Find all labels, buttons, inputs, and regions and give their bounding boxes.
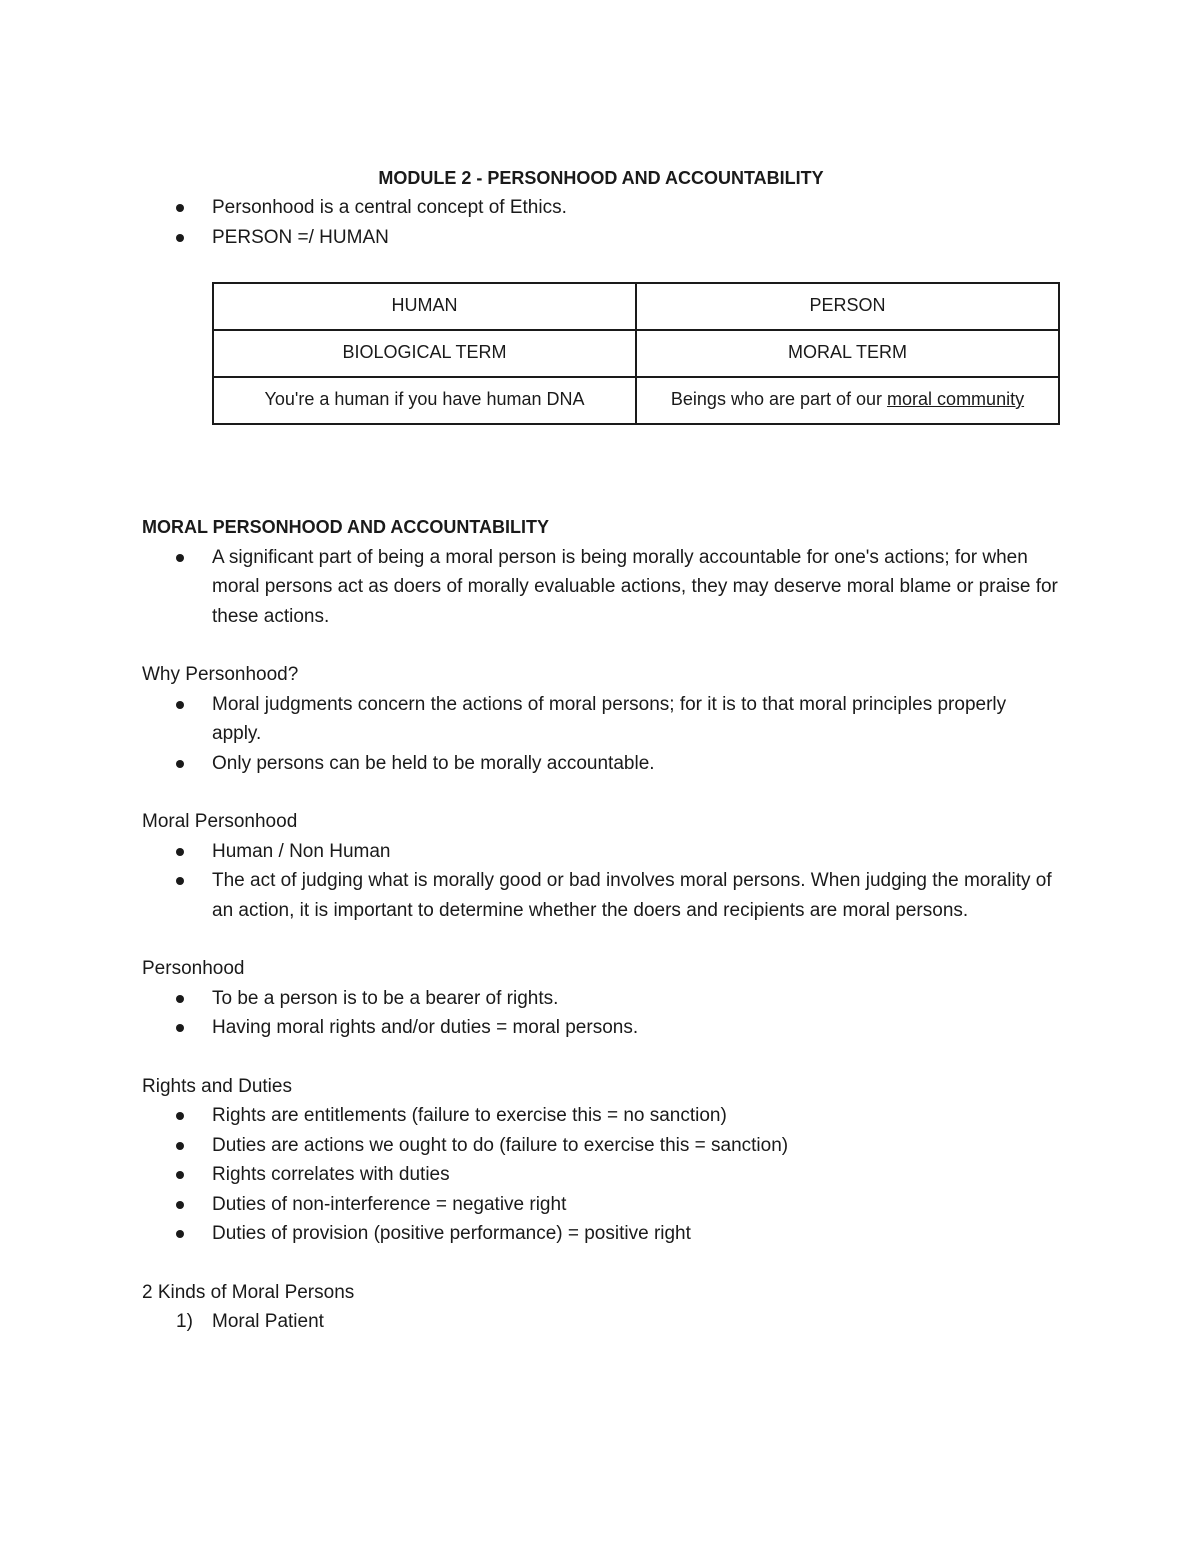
document-page [142,163,1060,1337]
table-row [213,283,1059,330]
section-list [142,543,1060,632]
list-item: Personhood is a central concept of Ethics. [212,193,1060,223]
section-heading: MORAL PERSONHOOD AND ACCOUNTABILITY [142,517,549,537]
list-item: Human / Non Human [212,837,1060,867]
list-item: Rights are entitlements (failure to exercise this = no sanction) [212,1101,1060,1131]
list-item: Duties of non-interference = negative right [212,1190,1060,1220]
list-number: 1) [176,1311,193,1332]
list-item: To be a person is to be a bearer of rights. [212,984,1060,1014]
list-item: Having moral rights and/or duties = moral persons. [212,1013,1060,1043]
list-item: Duties are actions we ought to do (failure to exercise this = sanction) [212,1131,1060,1161]
section-list [142,1101,1060,1249]
intro-list [142,193,1060,252]
section-list [142,690,1060,779]
list-item: PERSON =/ HUMAN [212,223,1060,253]
table-cell [636,377,1059,424]
list-item: The act of judging what is morally good or bad involves moral persons. When judging the morality of an action, it is important to determine whether the doers and recipients are moral persons. [212,866,1060,925]
table-cell: BIOLOGICAL TERM [213,330,636,377]
table-cell: You're a human if you have human DNA [213,377,636,424]
section-list [142,837,1060,926]
section-list [142,984,1060,1043]
list-item [176,1307,1060,1337]
table-row [213,377,1059,424]
table-cell: PERSON [636,283,1059,330]
table-cell: MORAL TERM [636,330,1059,377]
list-item: Duties of provision (positive performance) = positive right [212,1219,1060,1249]
human-person-table [212,282,1060,425]
cell-text: Beings who are part of our [670,389,883,409]
list-item: Moral judgments concern the actions of moral persons; for it is to that moral principles properly apply. [212,690,1060,749]
table-cell: HUMAN [213,283,636,330]
list-item: A significant part of being a moral person is being morally accountable for one's actions; for when moral persons act as doers of morally evaluable actions, they may deserve moral blame or praise for these actions. [212,543,1060,632]
list-item: Only persons can be held to be morally accountable. [212,749,1060,779]
numbered-list [142,1307,1060,1337]
section-heading: Moral Personhood [142,811,298,832]
list-item-text: Moral Patient [212,1311,324,1332]
table-row [213,330,1059,377]
document-title: MODULE 2 - PERSONHOOD AND ACCOUNTABILITY [378,168,824,188]
section-heading: 2 Kinds of Moral Persons [142,1281,355,1303]
list-item: Rights correlates with duties [212,1160,1060,1190]
section-heading: Why Personhood? [142,664,299,685]
underlined-text: moral community [887,389,1025,409]
section-heading: Rights and Duties [142,1075,292,1097]
section-heading: Personhood [142,958,245,979]
